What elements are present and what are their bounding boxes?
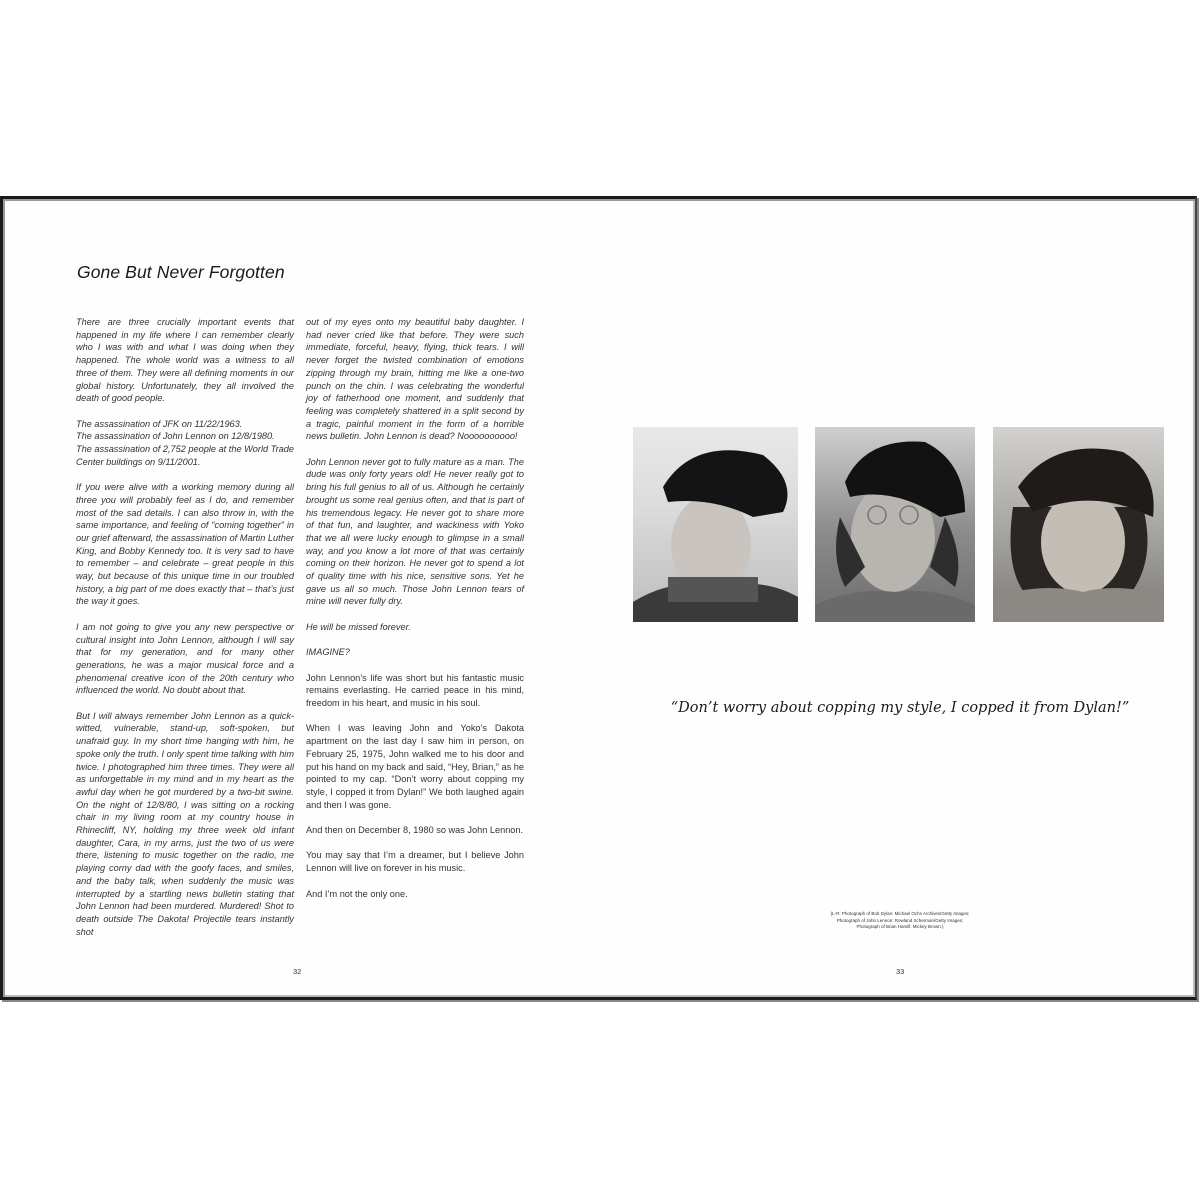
- text-column-left: [76, 316, 294, 951]
- portrait-image: [815, 427, 975, 622]
- paragraph: You may say that I’m a dreamer, but I believe John Lennon will live on forever in his music.: [306, 850, 524, 874]
- paragraph: When I was leaving John and Yoko’s Dakota apartment on the last day I saw him in person, on February 25, 1975, John walked me to his door and put his hand on my back and said, “Hey, Brian,” as he pointed to my cap. “Don’t worry about copping my style, I copped it from Dylan!” We both laughed again and then I was gone.: [306, 723, 524, 810]
- event-line: The assassination of 2,752 people at the World Trade Center buildings on 9/11/2001.: [76, 444, 294, 467]
- photo-strip: [633, 427, 1185, 622]
- credit-line: Photograph of Brian Hamill: Mickey Brown.): [856, 924, 944, 929]
- photo-bob-dylan: [633, 427, 798, 622]
- photo-john-lennon: [815, 427, 975, 622]
- pull-quote: “Don’t worry about copping my style, I copped it from Dylan!”: [670, 700, 1130, 716]
- paragraph: And then on December 8, 1980 so was John Lennon.: [306, 825, 524, 836]
- paragraph: I am not going to give you any new perspective or cultural insight into John Lennon, although I will say that for my generation, and for many other generations, he was a major musical force and a phenomenal creative icon of the 20th century who influenced the world. No doubt about that.: [76, 621, 294, 696]
- paragraph: But I will always remember John Lennon as a quick-witted, vulnerable, stand-up, soft-spoken, but unafraid guy. In my short time hanging with him, he spoke only the truth. I only spent time talking with him twice. I photographed him three times. They were all as unforgettable in my mind and in my heart as the awful day when he got murdered by a two-bit swine. On the night of 12/8/80, I was sitting on a rocking chair in my living room at my country house in Rhinecliff, NY, holding my three week old infant daughter, Cara, in my arms, just the two of us were there, listening to music together on the radio, me playing corny dad with the goofy faces, and smiles, and the baby talk, when suddenly the music was interrupted by a startling news bulletin stating that John Lennon had been murdered. Murdered! Shot to death outside The Dakota! Projectile tears instantly shot: [76, 710, 294, 937]
- photo-brian-hamill: [993, 427, 1164, 622]
- portrait-image: [633, 427, 798, 622]
- paragraph: John Lennon never got to fully mature as a man. The dude was only forty years old! He never really got to bring his full genius to all of us. Although he certainly brought us some real genius often, and that is part of his tremendous legacy. He never got to share more of that fun, and laughter, and wackiness with Yoko that we all were lucky enough to glimpse in a small way, and you know a lot more of that was certainly coming on their horizon. He never got to spend a lot of quality time with his nice, sensitive sons. Yet he gave us all so much. Those John Lennon tears of mine will never fully dry.: [306, 456, 524, 607]
- paragraph: John Lennon’s life was short but his fantastic music remains everlasting. He carried peace in his mind, freedom in his heart, and music in his soul.: [306, 672, 524, 709]
- event-line: The assassination of John Lennon on 12/8/1980.: [76, 431, 275, 442]
- photo-credits: [800, 911, 1000, 931]
- event-line: The assassination of JFK on 11/22/1963.: [76, 418, 243, 429]
- page-number-left: 32: [293, 967, 302, 976]
- paragraph: And I’m not the only one.: [306, 888, 408, 899]
- credit-line: (L-R: Photograph of Bob Dylan: Michael Ochs Archives/Getty Images;: [830, 911, 970, 916]
- credit-line: Photograph of John Lennon: Rowland Scherman/Getty Images;: [836, 917, 964, 923]
- chapter-title: Gone But Never Forgotten: [77, 262, 285, 282]
- paragraph: If you were alive with a working memory during all three you will probably feel as I do, and remember most of the sad details. I can also throw in, with the same importance, and feeling of “coming together” in our grief afterward, the assassination of Martin Luther King, and Bobby Kennedy too. It is very sad to have to remember – and celebrate – great people in this way, but because of this unique time in our troubled history, a big part of me does exactly that – that’s just the way it goes.: [76, 482, 294, 607]
- paragraph: IMAGINE?: [306, 647, 350, 658]
- text-column-right: [306, 316, 524, 913]
- page-number-right: 33: [896, 967, 905, 976]
- paragraph: There are three crucially important events that happened in my life where I can remember clearly who I was with and what I was doing when they happened. The whole world was a witness to all three of them. They were all defining moments in our global history. Unfortunately, they all involved the death of good people.: [76, 317, 294, 404]
- paragraph: out of my eyes onto my beautiful baby daughter. I had never cried like that before. They were such immediate, forceful, heavy, flying, thick tears. I will never forget the twisted combination of emotions zipping through my brain, hitting me like a one-two punch on the chin. I was celebrating the wonderful joy of fatherhood one moment, and suddenly that feeling was completely shattered in a split second by a tragic, painful moment in the form of a horrible news bulletin. John Lennon is dead? Noooooooooo!: [306, 317, 524, 442]
- portrait-image: [993, 427, 1164, 622]
- paragraph: He will be missed forever.: [306, 621, 411, 632]
